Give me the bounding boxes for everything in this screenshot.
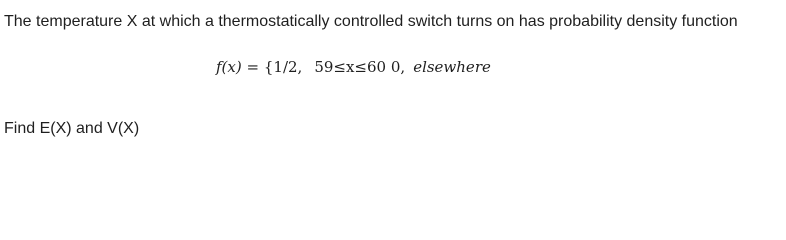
formula-cond1: 59≤x≤60 (314, 58, 387, 76)
formula-part1: {1/2, (263, 58, 303, 76)
task-text: Find E(X) and V(X) (4, 120, 140, 137)
formula-lhs: f(x) (216, 58, 242, 76)
question-text: The temperature X at which a thermostatically controlled switch turns on has probability density function (4, 13, 738, 30)
formula-cond2: elsewhere (413, 58, 491, 76)
density-formula (216, 57, 491, 77)
formula-equals: = (246, 58, 260, 76)
formula-part2: 0, (390, 58, 406, 76)
